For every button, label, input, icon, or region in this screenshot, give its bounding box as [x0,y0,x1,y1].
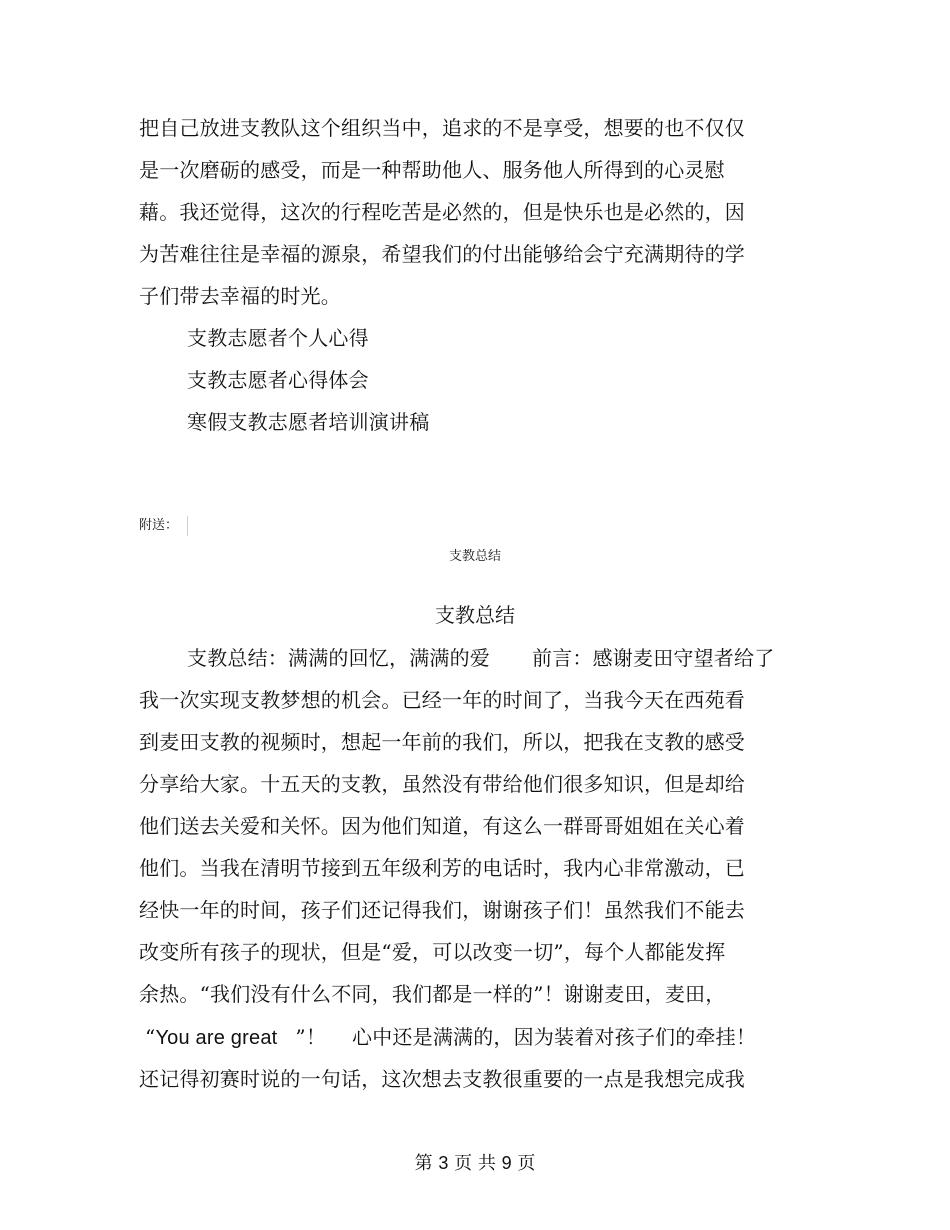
footer-total-pages: 9 [501,1153,512,1173]
attachment-label: 附送： [139,518,179,533]
summary-first-line [187,646,774,670]
footer-mid: 页 共 [454,1153,496,1174]
quote-open: “ [145,1025,156,1049]
summary-line-2: 到麦田支教的视频时，想起一年前的我们，所以，把我在支教的感受 [139,730,745,754]
paragraph-line-4: 为苦难往往是幸福的源泉，希望我们的付出能够给会宁充满期待的学 [139,242,745,266]
paragraph-line-1: 把自己放进支教队这个组织当中，追求的不是享受，想要的也不仅仅 [139,116,745,140]
footer-prefix: 第 [414,1153,433,1174]
quote-close: ”！ [295,1025,327,1049]
summary-line-4: 他们送去关爱和关怀。因为他们知道，有这么一群哥哥姐姐在关心着 [139,814,745,838]
summary-heading: 支教总结：满满的回忆，满满的爱 [187,646,490,670]
summary-line-5: 他们。当我在清明节接到五年级利芳的电话时，我内心非常激动，已 [139,856,745,880]
summary-line-1: 我一次实现支教梦想的机会。已经一年的时间了，当我今天在西苑看 [139,688,745,712]
preface-text: 前言：感谢麦田守望者给了 [532,646,775,670]
paragraph-line-3: 藉。我还觉得，这次的行程吃苦是必然的，但是快乐也是必然的，因 [139,200,745,224]
section-title: 支教总结 [435,603,515,627]
summary-line-6: 经快一年的时间，孩子们还记得我们，谢谢孩子们！虽然我们不能去 [139,898,745,922]
summary-quote-line [145,1025,756,1050]
attachment-small-title: 支教总结 [448,549,501,564]
quote-rest: 心中还是满满的，因为装着对孩子们的牵挂！ [352,1025,757,1049]
summary-last-line: 还记得初赛时说的一句话，这次想去支教很重要的一点是我想完成我 [139,1067,745,1091]
paragraph-line-5: 子们带去幸福的时光。 [139,284,341,308]
related-article-3: 寒假支教志愿者培训演讲稿 [187,410,430,434]
related-article-1: 支教志愿者个人心得 [187,326,369,350]
summary-line-7: 改变所有孩子的现状，但是“爱，可以改变一切”，每个人都能发挥 [139,940,726,964]
summary-line-8: 余热。“我们没有什么不同，我们都是一样的”！谢谢麦田，麦田， [139,982,726,1006]
attachment-divider [187,516,188,536]
related-article-2: 支教志愿者心得体会 [187,368,369,392]
quote-english: You are great [155,1027,278,1049]
footer-suffix: 页 [517,1153,536,1174]
paragraph-line-2: 是一次磨砺的感受，而是一种帮助他人、服务他人所得到的心灵慰 [139,158,725,182]
summary-line-3: 分享给大家。十五天的支教，虽然没有带给他们很多知识，但是却给 [139,772,745,796]
footer-page-number: 3 [438,1153,449,1173]
page-footer [0,1152,950,1175]
